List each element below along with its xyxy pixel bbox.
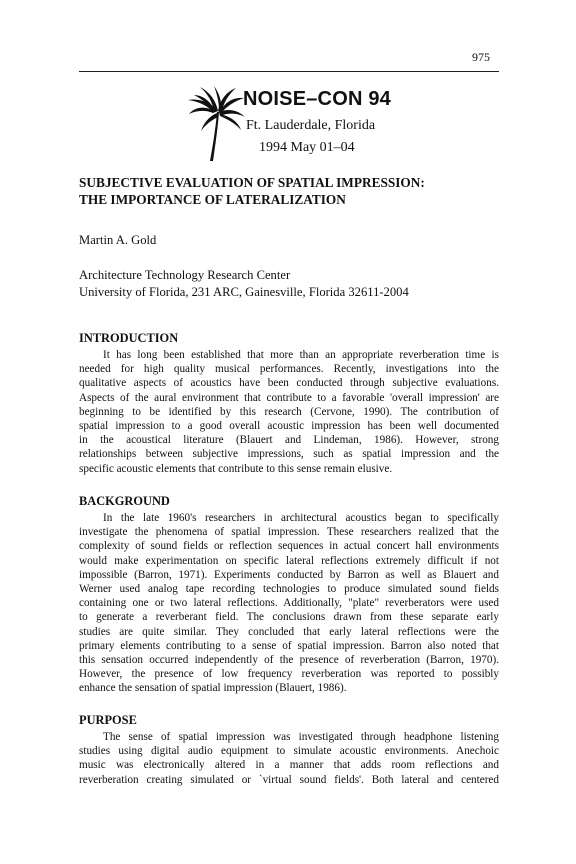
- text-line: beginning to be identified by this research (Cervone, 1990). The contribution of: [79, 405, 499, 418]
- text-line: in the acoustical literature (Blauert and Lindeman, 1986). However, strong: [79, 434, 499, 447]
- header-rule: [79, 71, 499, 72]
- text-line: to generate a reverberant field. The conclusions drawn from these separate early: [79, 611, 499, 624]
- paragraph-background: [79, 511, 499, 695]
- text-line: The sense of spatial impression was investigated through headphone listening: [103, 731, 499, 743]
- text-line: studies using digital audio equipment to simulate acoustic environments. Anechoic: [79, 745, 499, 758]
- text-line: However, the presence of low frequency reverberation was reported to possibly: [79, 668, 499, 681]
- text-line: investigate the phenomena of spatial impression. These researchers realized that the: [79, 526, 499, 539]
- paragraph-introduction: [79, 348, 499, 476]
- title-line: SUBJECTIVE EVALUATION OF SPATIAL IMPRESSION:: [79, 175, 425, 190]
- text-line: enhance the sensation of spatial impression (Blauert, 1986).: [79, 682, 347, 695]
- text-line: impossible (Barron, 1971). Experiments conducted by Barron as well as Blauert and: [79, 568, 499, 581]
- text-line: this sensation occurred independently of the presence of reverberation (Barron, 1970).: [79, 653, 499, 666]
- affiliation: [79, 267, 409, 301]
- text-line: It has long been established that more than an appropriate reverberation time is: [103, 349, 499, 361]
- conference-name: NOISE–CON 94: [243, 88, 392, 110]
- paper-title: [79, 174, 509, 208]
- page-number: 975: [472, 50, 490, 64]
- title-line: THE IMPORTANCE OF LATERALIZATION: [79, 192, 346, 207]
- text-line: would make experimentation on specific lateral reflections extremely difficult if not: [79, 554, 499, 567]
- section-heading-introduction: INTRODUCTION: [79, 331, 179, 345]
- text-line: qualitative aspects of acoustics have been conducted through subjective evaluations.: [79, 377, 499, 390]
- text-line: reverberation creating simulated or `virtual sound fields'. Both lateral and centered: [79, 773, 499, 786]
- section-heading-background: BACKGROUND: [79, 494, 170, 508]
- text-line: containing one or two lateral reflections. Additionally, "plate" reverberators were used: [79, 597, 499, 610]
- text-line: complexity of sound fields or reflection sequences in actual concert hall environments: [79, 540, 499, 553]
- affiliation-line: Architecture Technology Research Center: [79, 268, 291, 282]
- palm-tree-logo: [186, 84, 246, 162]
- conference-place: Ft. Lauderdale, Florida: [246, 118, 376, 133]
- text-line: Werner used analog tape recording technologies to produce simulated sound fields: [79, 582, 499, 595]
- conference-date: 1994 May 01–04: [259, 140, 355, 155]
- author-name: Martin A. Gold: [79, 233, 157, 247]
- text-line: In the late 1960's researchers in architectural acoustics began to specifically: [103, 512, 499, 524]
- text-line: studies are quite similar. They concluded that early lateral reflections were the: [79, 625, 499, 638]
- text-line: needed for high quality musical performances. Recently, investigations into the: [79, 363, 499, 376]
- affiliation-line: University of Florida, 231 ARC, Gainesville, Florida 32611-2004: [79, 285, 409, 299]
- text-line: music was electronically altered in a manner that adds room reflections and: [79, 759, 499, 772]
- paragraph-purpose: [79, 730, 499, 787]
- text-line: specific acoustic elements that contribute to this sense remain elusive.: [79, 462, 393, 475]
- text-line: Aspects of the aural environment that contribute to a favorable 'overall impression' are: [79, 391, 499, 404]
- text-line: spatial impression to a good overall acoustic impression has been well documented: [79, 419, 499, 432]
- section-heading-purpose: PURPOSE: [79, 713, 137, 727]
- text-line: relationships between subjective impressions, such as spatial impression and the: [79, 448, 499, 461]
- text-line: primary elements contributing to a sense of spatial impression. Barron also noted that: [79, 639, 499, 652]
